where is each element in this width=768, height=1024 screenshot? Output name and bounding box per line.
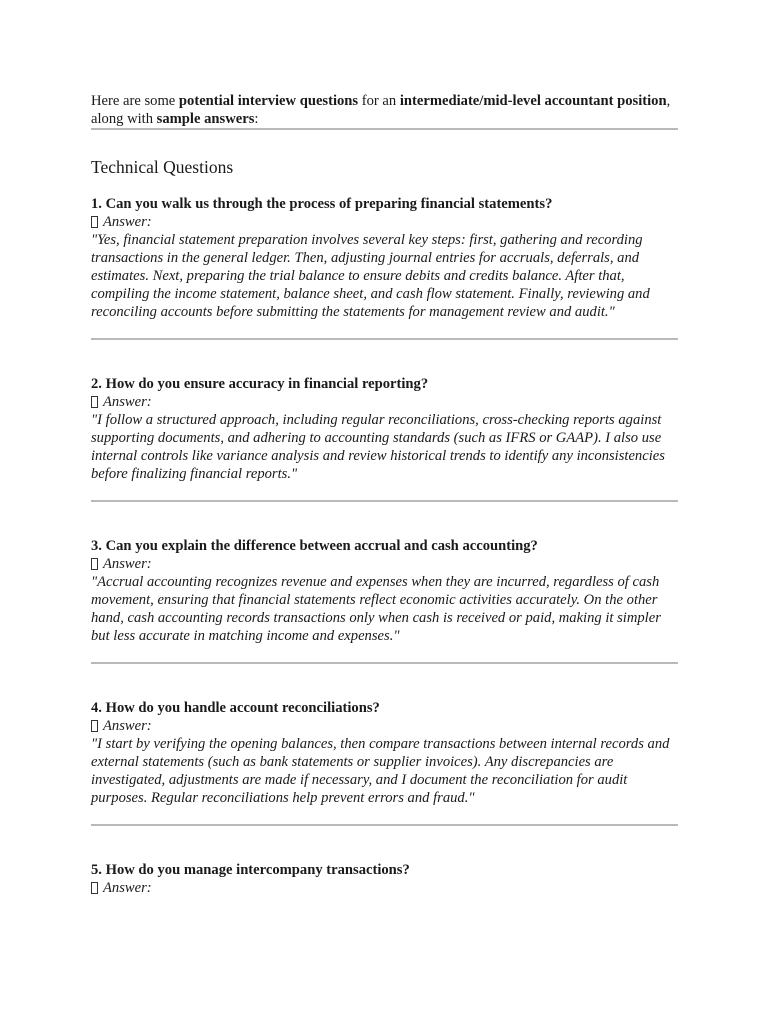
answer-label: [91, 393, 678, 411]
divider: [91, 824, 678, 826]
missing-glyph-icon: [91, 216, 98, 228]
question-heading: 4. How do you handle account reconciliations?: [91, 700, 380, 716]
qa-item: [91, 699, 678, 807]
document-page: [91, 92, 678, 897]
intro-text-3: , along with: [91, 93, 671, 127]
intro-bold-2: intermediate/mid-level accountant position: [399, 93, 667, 109]
answer-label: [91, 555, 678, 573]
answer-text: "I start by verifying the opening balances, then compare transactions between internal records and external statements (such as bank statements or supplier invoices). Any discrepancies are investigated, adjustments are made if necessary, and I document the reconciliation for audit purposes. Regular reconciliations help prevent errors and fraud.": [91, 736, 670, 806]
missing-glyph-icon: [91, 720, 98, 732]
section-title: Technical Questions: [91, 157, 234, 177]
question-heading: 1. Can you walk us through the process of preparing financial statements?: [91, 196, 553, 212]
qa-item: [91, 537, 678, 645]
divider: [91, 500, 678, 502]
divider: [91, 128, 678, 130]
answer-label-text: Answer:: [103, 394, 152, 410]
intro-paragraph: [91, 92, 678, 128]
qa-item: [91, 195, 678, 321]
question-heading: 5. How do you manage intercompany transactions?: [91, 862, 410, 878]
qa-item: [91, 861, 678, 897]
qa-item: [91, 375, 678, 483]
answer-label-text: Answer:: [103, 718, 152, 734]
intro-text-4: :: [254, 111, 259, 127]
question-heading: 2. How do you ensure accuracy in financial reporting?: [91, 376, 429, 392]
missing-glyph-icon: [91, 558, 98, 570]
answer-text: "I follow a structured approach, including regular reconciliations, cross-checking reports against supporting documents, and adhering to accounting standards (such as IFRS or GAAP). I also use internal controls like variance analysis and review historical trends to identify any inconsistencies before finalizing financial reports.": [91, 412, 665, 482]
answer-label: [91, 717, 678, 735]
answer-text: "Yes, financial statement preparation involves several key steps: first, gathering and recording transactions in the general ledger. Then, adjusting journal entries for accruals, deferrals, and estimates. Next, preparing the trial balance to ensure debits and credits balance. After that, compiling the income statement, balance sheet, and cash flow statement. Finally, reviewing and reconciling accounts before submitting the statements for management review and audit.": [91, 232, 650, 320]
answer-text: "Accrual accounting recognizes revenue and expenses when they are incurred, regardless of cash movement, ensuring that financial statements reflect economic activities accurately. On the other hand, cash accounting records transactions only when cash is received or paid, making it simpler but less accurate in matching income and expenses.": [91, 574, 661, 644]
divider: [91, 662, 678, 664]
intro-bold-1: potential interview questions: [178, 93, 359, 109]
missing-glyph-icon: [91, 882, 98, 894]
intro-bold-3: sample answers: [156, 111, 255, 127]
answer-label: [91, 879, 678, 897]
answer-label-text: Answer:: [103, 214, 152, 230]
missing-glyph-icon: [91, 396, 98, 408]
intro-text-1: Here are some: [91, 93, 179, 109]
question-heading: 3. Can you explain the difference between accrual and cash accounting?: [91, 538, 538, 554]
answer-label-text: Answer:: [103, 556, 152, 572]
intro-text-2: for an: [358, 93, 400, 109]
answer-label: [91, 213, 678, 231]
divider: [91, 338, 678, 340]
answer-label-text: Answer:: [103, 880, 152, 896]
